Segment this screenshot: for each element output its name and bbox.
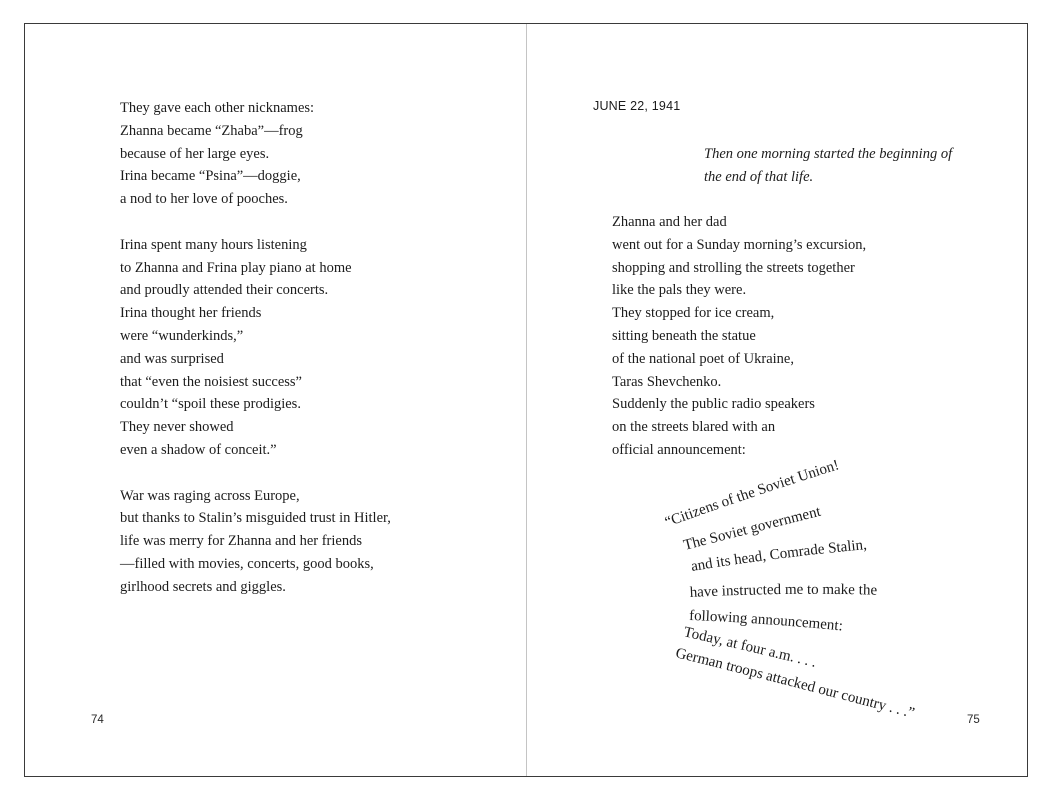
page-number: 75 — [967, 714, 980, 726]
text-line: —filled with movies, concerts, good books, — [120, 555, 374, 572]
text-line: official announcement: — [612, 441, 746, 458]
text-line: They gave each other nicknames: — [120, 100, 315, 116]
text-line: Irina became “Psina”—doggie, — [120, 168, 301, 185]
right-page — [527, 24, 1027, 776]
text-line: on the streets blared with an — [612, 419, 776, 436]
text-line: because of her large eyes. — [120, 145, 270, 162]
text-line: like the pals they were. — [612, 282, 747, 299]
announcement-line: The Soviet government — [681, 503, 823, 554]
announcement-line: Today, at four a.m. . . . — [682, 624, 818, 671]
text-line: but thanks to Stalin’s misguided trust in Hitler, — [120, 510, 391, 527]
text-line: Zhanna became “Zhaba”—frog — [120, 122, 303, 139]
text-line: that “even the noisiest success” — [120, 373, 302, 390]
stanza-break — [120, 211, 391, 234]
text-line: and proudly attended their concerts. — [120, 282, 329, 299]
left-page-text — [120, 97, 391, 599]
text-line: were “wunderkinds,” — [120, 327, 244, 344]
text-line: to Zhanna and Frina play piano at home — [120, 259, 352, 276]
text-line: War was raging across Europe, — [120, 487, 300, 504]
text-line: couldn’t “spoil these prodigies. — [120, 396, 301, 413]
text-line: Taras Shevchenko. — [612, 373, 722, 390]
text-line: Suddenly the public radio speakers — [612, 396, 815, 413]
text-line: Zhanna and her dad — [612, 214, 727, 230]
announcement-line: have instructed me to make the — [689, 581, 878, 601]
text-line: Irina spent many hours listening — [120, 236, 307, 253]
text-line: sitting beneath the statue — [612, 327, 756, 344]
text-line: shopping and strolling the streets together — [612, 259, 855, 276]
text-line: They stopped for ice cream, — [612, 305, 775, 322]
page-number: 74 — [91, 714, 104, 726]
announcement-line: following announcement: — [688, 608, 844, 635]
text-line: Irina thought her friends — [120, 305, 262, 322]
text-line: and was surprised — [120, 350, 224, 367]
text-line: a nod to her love of pooches. — [120, 191, 288, 208]
announcement-line: “Citizens of the Soviet Union! — [662, 457, 842, 531]
book-spread — [24, 23, 1028, 777]
stanza-break — [120, 462, 391, 485]
text-line: of the national poet of Ukraine, — [612, 350, 794, 367]
text-line: even a shadow of conceit.” — [120, 441, 277, 458]
text-line: They never showed — [120, 419, 234, 436]
epigraph-line: the end of that life. — [704, 169, 814, 185]
left-page — [25, 24, 526, 776]
announcement-line: German troops attacked our country . . .” — [673, 645, 917, 722]
text-line: went out for a Sunday morning’s excursion, — [612, 236, 867, 253]
chapter-date-heading: JUNE 22, 1941 — [593, 99, 681, 113]
text-line: girlhood secrets and giggles. — [120, 578, 286, 595]
announcement-line: and its head, Comrade Stalin, — [690, 537, 868, 575]
epigraph-line: Then one morning started the beginning of — [704, 146, 953, 162]
radio-announcement — [527, 24, 1027, 778]
text-line: life was merry for Zhanna and her friends — [120, 533, 362, 550]
